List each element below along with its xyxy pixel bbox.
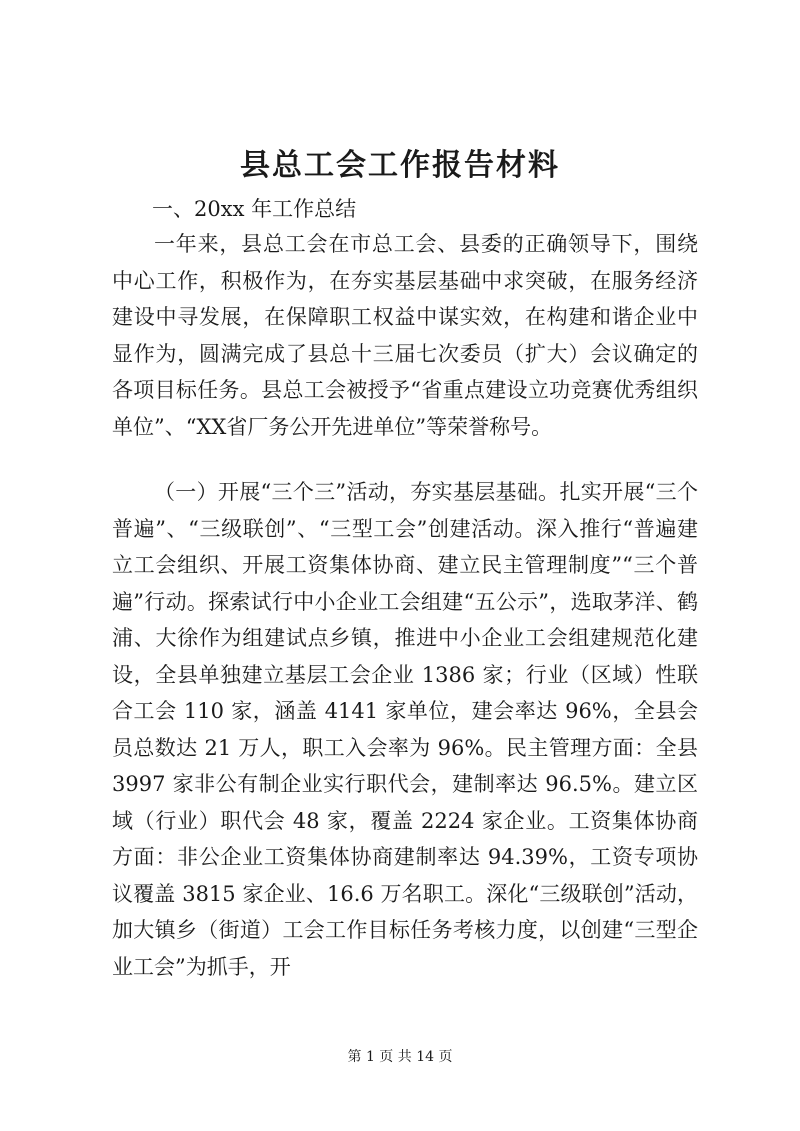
- page-number-footer: 第 1 页 共 14 页: [347, 1049, 453, 1065]
- paragraph: （一）开展“三个三”活动，夯实基层基础。扎实开展“三个普遍”、“三级联创”、“三型工会”创建活动。深入推行“普遍建立工会组织、开展工资集体协商、建立民主管理制度”“三个普遍”行动。探索试行中小企业工会组建“五公示”，选取茅洋、鹤浦、大徐作为组建试点乡镇，推进中小企业工会组建规范化建设，全县单独建立基层工会企业 1386 家；行业（区域）性联合工会 110 家，涵盖 4141 家单位，建会率达 96%，全县会员总数达 21 万人，职工入会率为 96%。民主管理方面：全县 3997 家非公有制企业实行职代会，建制率达 96.5%。建立区域（行业）职代会 48 家，覆盖 2224 家企业。工资集体协商方面：非公企业工资集体协商建制率达 94.39%，工资专项协议覆盖 3815 家企业、16.6 万名职工。深化“三级联创”活动，加大镇乡（街道）工会工作目标任务考核力度，以创建“三型企业工会”为抓手，开: [112, 480, 698, 979]
- section-heading: 一、20xx 年工作总结: [152, 197, 357, 221]
- document-title: 县总工会工作报告材料: [240, 148, 560, 183]
- paragraph: 一年来，县总工会在市总工会、县委的正确领导下，围绕中心工作，积极作为，在夯实基层基础中求突破，在服务经济建设中寻发展，在保障职工权益中谋实效，在构建和谐企业中显作为，圆满完成了县总十三届七次委员（扩大）会议确定的各项目标任务。县总工会被授予“省重点建设立功竞赛优秀组织单位”、“XX省厂务公开先进单位”等荣誉称号。: [112, 232, 698, 439]
